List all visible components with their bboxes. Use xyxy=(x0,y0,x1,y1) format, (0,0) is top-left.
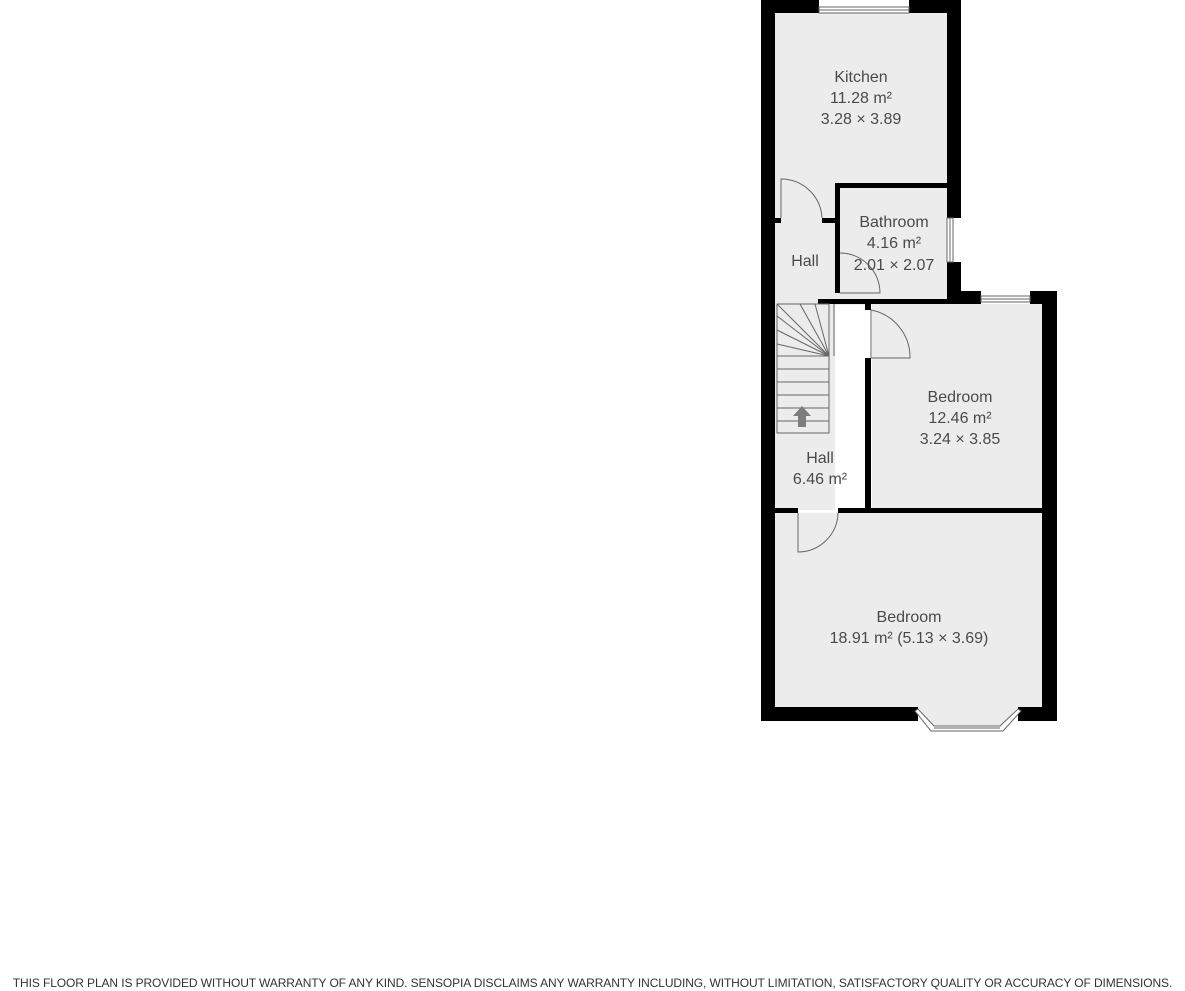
kitchen-top-wall-left xyxy=(761,0,819,13)
bathroom-bottom-wall xyxy=(818,299,948,304)
bedroom-front-area-dimensions: 18.91 m² (5.13 × 3.69) xyxy=(829,630,989,647)
hall-bedroom-wall xyxy=(865,304,871,310)
kitchen-area: 11.28 m² xyxy=(830,90,892,107)
outer-wall-left xyxy=(761,0,775,720)
bedroom-back-right-wall xyxy=(1042,291,1057,721)
kitchen-right-wall xyxy=(947,0,961,218)
kitchen-dimensions: 3.28 × 3.89 xyxy=(820,111,902,128)
bedroom-back-name: Bedroom xyxy=(927,389,993,406)
hall-lower-area: 6.46 m² xyxy=(792,471,848,488)
bedroom-divider-wall-left xyxy=(775,508,798,513)
bathroom-left-wall xyxy=(835,183,840,293)
kitchen-hall-stub-right xyxy=(822,218,835,223)
bedroom-divider-wall-right xyxy=(838,508,1043,513)
bedroom-back-floor xyxy=(872,304,1042,508)
outer-wall-bottom-left xyxy=(761,707,918,721)
disclaimer-text: THIS FLOOR PLAN IS PROVIDED WITHOUT WARRANTY OF ANY KIND. SENSOPIA DISCLAIMS ANY WARRANTY INCLUDING, WITHOUT LIMITATION, SATISFACTORY QUALITY OR ACCURACY OF DIMENSIONS. xyxy=(12,976,1173,990)
bathroom-dimensions: 2.01 × 2.07 xyxy=(853,257,935,274)
outer-wall-bottom-right xyxy=(1018,707,1057,721)
bathroom-area: 4.16 m² xyxy=(866,235,922,252)
bathroom-right-step xyxy=(947,291,981,304)
kitchen-name: Kitchen xyxy=(834,69,888,86)
hall-lower-name: Hall xyxy=(806,450,834,467)
kitchen-bathroom-wall xyxy=(835,183,947,188)
hall-upper-name: Hall xyxy=(791,253,819,270)
bedroom-front-name: Bedroom xyxy=(876,609,942,626)
bedroom-back-dimensions: 3.24 × 3.85 xyxy=(919,431,1001,448)
kitchen-hall-stub xyxy=(775,218,781,223)
hall-bedroom-wall-lower xyxy=(865,358,871,510)
bathroom-name: Bathroom xyxy=(859,214,929,231)
bedroom-back-area: 12.46 m² xyxy=(928,410,992,427)
